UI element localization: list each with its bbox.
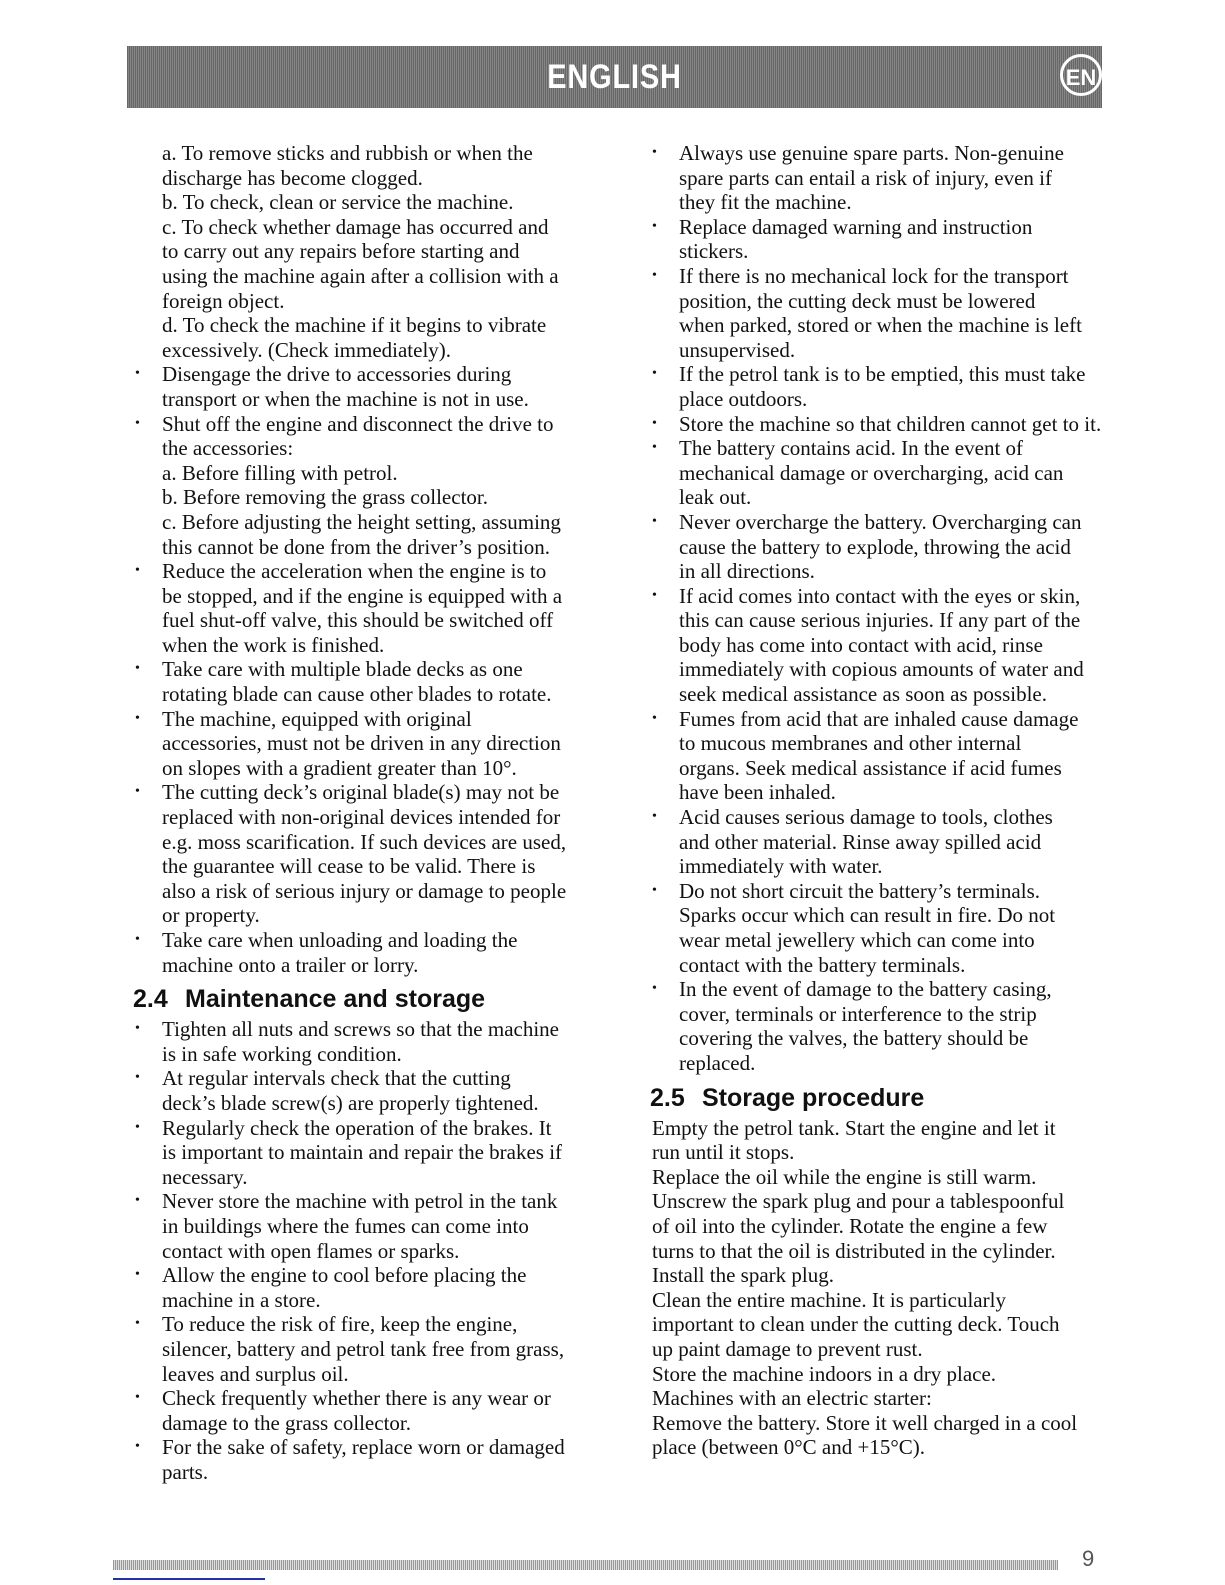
sub-item: c. To check whether damage has occurred and to carry out any repairs before starting and using the machine again after a collision with a foreign object. [162,214,559,313]
bullet-item: • For the sake of safety, replace worn or damaged parts. [135,1435,605,1484]
paragraph: Store the machine indoors in a dry place. [652,1361,997,1386]
safety-list [135,141,605,977]
bullet-item: • Disengage the drive to accessories during transport or when the machine is not in use. [135,362,605,411]
paragraph: Empty the petrol tank. Start the engine and let it run until it stops. [652,1115,1056,1165]
bullet-item: • Store the machine so that children cannot get to it. [652,412,1122,437]
bullet-item: • Fumes from acid that are inhaled cause damage to mucous membranes and other internal organs. Seek medical assistance if acid fumes have been inhaled. [652,707,1122,805]
left-column [135,141,605,1484]
bullet-item: • Never overcharge the battery. Overcharging can cause the battery to explode, throwing the acid in all directions. [652,510,1122,584]
section-number: 2.5 [650,1083,685,1112]
sub-item: c. Before adjusting the height setting, assuming this cannot be done from the driver’s position. [162,509,561,559]
bullet-item: • In the event of damage to the battery casing, cover, terminals or interference to the strip covering the valves, the battery should be replaced. [652,977,1122,1075]
bullet-item: • If the petrol tank is to be emptied, this must take place outdoors. [652,362,1122,411]
bullet-item: • Regularly check the operation of the brakes. It is important to maintain and repair the brakes if necessary. [135,1116,605,1190]
bullet-item: • If there is no mechanical lock for the transport position, the cutting deck must be lowered when parked, stored or when the machine is left unsupervised. [652,264,1122,362]
sub-item: b. To check, clean or service the machine. [162,190,514,215]
paragraph: Machines with an electric starter: [652,1386,932,1411]
bullet-item: • Replace damaged warning and instruction stickers. [652,215,1122,264]
language-banner [127,46,1102,108]
right-column [652,141,1122,1460]
bullet-item: • If acid comes into contact with the eyes or skin, this can cause serious injuries. If any part of the body has come into contact with acid, rinse immediately with copious amounts of water and seek medical assistance as soon as possible. [652,584,1122,707]
paragraph: Replace the oil while the engine is still warm. [652,1164,1037,1189]
bullet-item: • Check frequently whether there is any wear or damage to the grass collector. [135,1386,605,1435]
bullet-item: • Take care with multiple blade decks as one rotating blade can cause other blades to rotate. [135,657,605,706]
bullet-item: • Take care when unloading and loading the machine onto a trailer or lorry. [135,928,605,977]
bullet-item: • The cutting deck’s original blade(s) may not be replaced with non-original devices intended for e.g. moss scarification. If such devices are used, the guarantee will cease to be valid. There is also a risk of serious injury or damage to people or property. [135,780,605,928]
bullet-item: • Shut off the engine and disconnect the drive to the accessories: [135,412,605,461]
section-title: Maintenance and storage [185,985,486,1014]
paragraph: Unscrew the spark plug and pour a tablespoonful of oil into the cylinder. Rotate the engine a few turns to that the oil is distributed in the cylinder. Install the spark plug. [652,1189,1065,1288]
paragraph: Clean the entire machine. It is particularly important to clean under the cutting deck. Touch up paint damage to prevent rust. [652,1287,1060,1361]
sub-item: a. To remove sticks and rubbish or when the discharge has become clogged. [162,141,533,190]
bullet-item: • Allow the engine to cool before placing the machine in a store. [135,1263,605,1312]
bullet-item: • Acid causes serious damage to tools, clothes and other material. Rinse away spilled acid immediately with water. [652,805,1122,879]
language-badge: EN [1060,54,1102,96]
footer-rule [113,1578,265,1580]
bullet-item: • At regular intervals check that the cutting deck’s blade screw(s) are properly tightened. [135,1066,605,1115]
bullet-item: • Reduce the acceleration when the engine is to be stopped, and if the engine is equipped with a fuel shut-off valve, this should be switched off when the work is finished. [135,559,605,657]
bullet-item: • Never store the machine with petrol in the tank in buildings where the fumes can come into contact with open flames or sparks. [135,1189,605,1263]
section-heading-maintenance [133,985,605,1014]
section-heading-storage [650,1083,1122,1112]
bullet-item: • Do not short circuit the battery’s terminals. Sparks occur which can result in fire. Do not wear metal jewellery which can come into contact with the battery terminals. [652,879,1122,977]
maintenance-list [135,1017,605,1484]
banner-title: ENGLISH [547,58,682,96]
bullet-item: • Tighten all nuts and screws so that the machine is in safe working condition. [135,1017,605,1066]
bullet-item: • To reduce the risk of fire, keep the engine, silencer, battery and petrol tank free from grass, leaves and surplus oil. [135,1312,605,1386]
storage-procedure [652,1116,1122,1460]
sub-item: d. To check the machine if it begins to vibrate excessively. (Check immediately). [162,313,547,362]
sub-item: b. Before removing the grass collector. [162,485,488,510]
bullet-item: • The machine, equipped with original accessories, must not be driven in any direction on slopes with a gradient greater than 10°. [135,707,605,781]
safety-list-continued [652,141,1122,1076]
bullet-item: • The battery contains acid. In the event of mechanical damage or overcharging, acid can leak out. [652,436,1122,510]
bullet-item: • Always use genuine spare parts. Non-genuine spare parts can entail a risk of injury, even if they fit the machine. [652,141,1122,215]
sub-item: a. Before filling with petrol. [162,460,398,485]
section-title: Storage procedure [702,1083,925,1112]
paragraph: Remove the battery. Store it well charged in a cool place (between 0°C and +15°C). [652,1410,1078,1460]
page-number: 9 [1082,1546,1095,1571]
section-number: 2.4 [133,985,168,1014]
footer-bar [113,1560,1058,1570]
